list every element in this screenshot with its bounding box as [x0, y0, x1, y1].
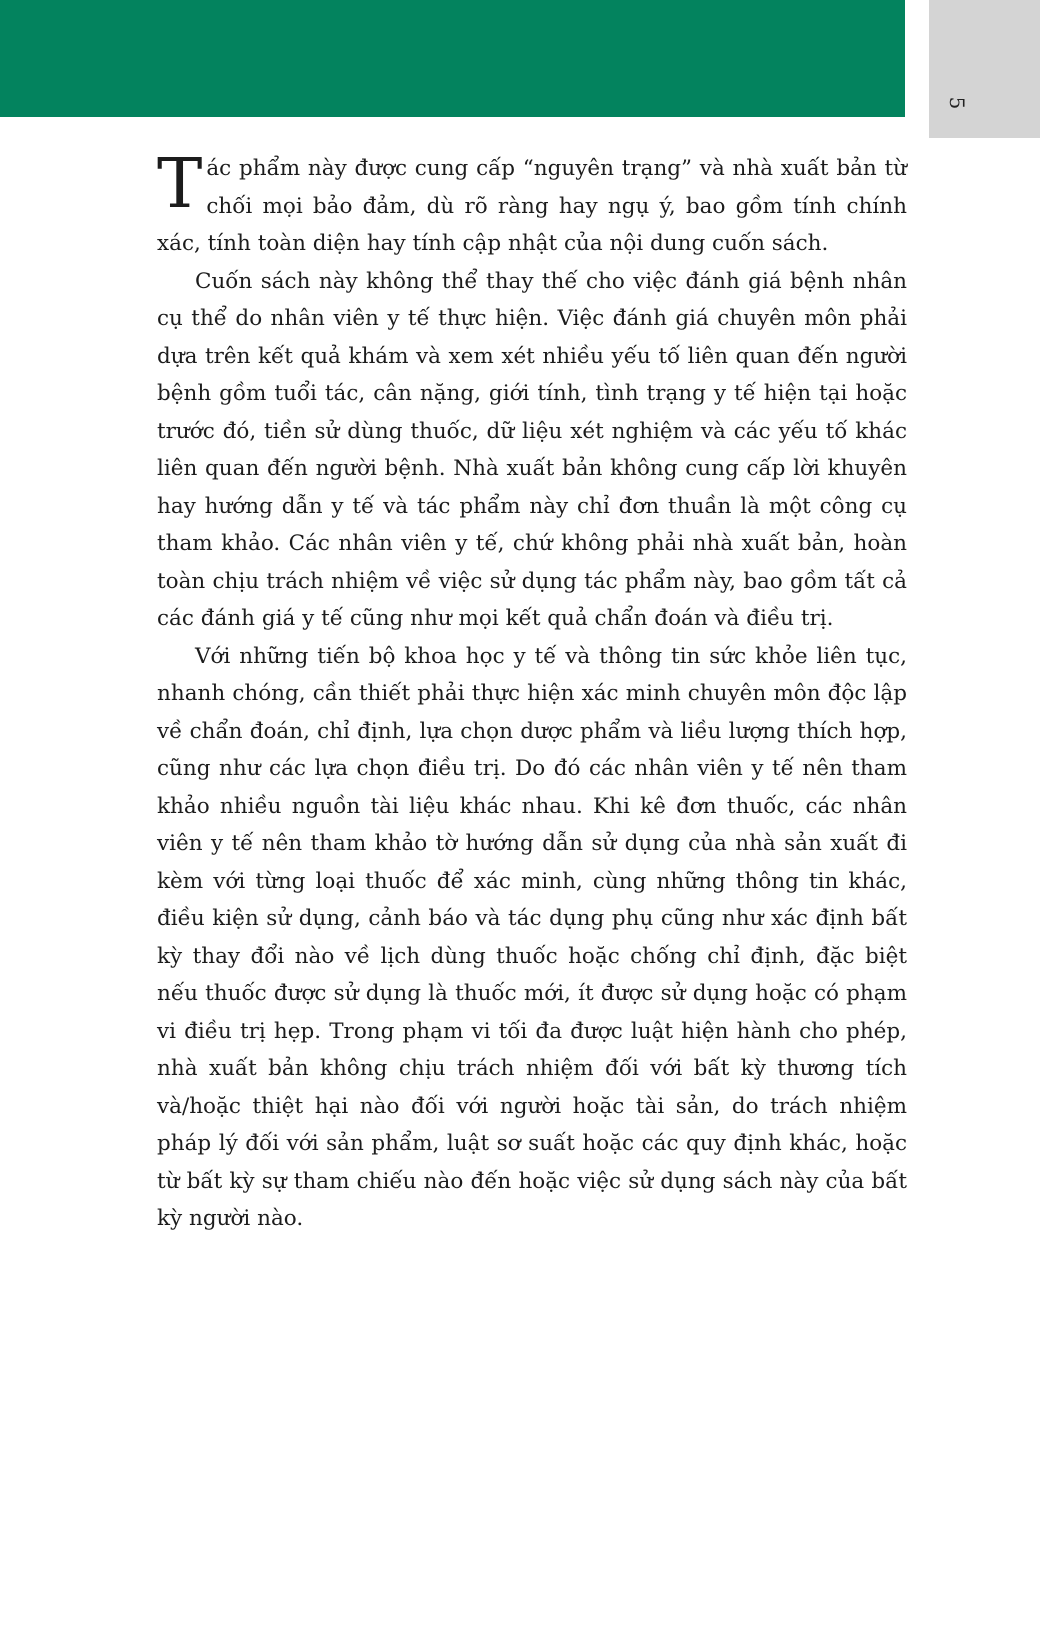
- paragraph-1-text: ác phẩm này được cung cấp “nguyên trạng” và nhà xuất bản từ chối mọi bảo đảm, dù rõ ràng hay ngụ ý, bao gồm tính chính xác, tính toàn diện hay tính cập nhật của nội dung cuốn sách.: [157, 156, 907, 256]
- paragraph-1: [157, 145, 907, 263]
- paragraph-2: Cuốn sách này không thể thay thế cho việc đánh giá bệnh nhân cụ thể do nhân viên y tế thực hiện. Việc đánh giá chuyên môn phải dựa trên kết quả khám và xem xét nhiều yếu tố liên quan đến người bệnh gồm tuổi tác, cân nặng, giới tính, tình trạng y tế hiện tại hoặc trước đó, tiền sử dùng thuốc, dữ liệu xét nghiệm và các yếu tố khác liên quan đến người bệnh. Nhà xuất bản không cung cấp lời khuyên hay hướng dẫn y tế và tác phẩm này chỉ đơn thuần là một công cụ tham khảo. Các nhân viên y tế, chứ không phải nhà xuất bản, hoàn toàn chịu trách nhiệm về việc sử dụng tác phẩm này, bao gồm tất cả các đánh giá y tế cũng như mọi kết quả chẩn đoán và điều trị.: [157, 268, 907, 631]
- drop-cap: T: [157, 145, 203, 224]
- paragraph-3: Với những tiến bộ khoa học y tế và thông tin sức khỏe liên tục, nhanh chóng, cần thiết phải thực hiện xác minh chuyên môn độc lập về chẩn đoán, chỉ định, lựa chọn dược phẩm và liều lượng thích hợp, cũng như các lựa chọn điều trị. Do đó các nhân viên y tế nên tham khảo nhiều nguồn tài liệu khác nhau. Khi kê đơn thuốc, các nhân viên y tế nên tham khảo tờ hướng dẫn sử dụng của nhà sản xuất đi kèm với từng loại thuốc để xác minh, cùng những thông tin khác, điều kiện sử dụng, cảnh báo và tác dụng phụ cũng như xác định bất kỳ thay đổi nào về lịch dùng thuốc hoặc chống chỉ định, đặc biệt nếu thuốc được sử dụng là thuốc mới, ít được sử dụng hoặc có phạm vi điều trị hẹp. Trong phạm vi tối đa được luật hiện hành cho phép, nhà xuất bản không chịu trách nhiệm đối với bất kỳ thương tích và/hoặc thiệt hại nào đối với người hoặc tài sản, do trách nhiệm pháp lý đối với sản phẩm, luật sơ suất hoặc các quy định khác, hoặc từ bất kỳ sự tham chiếu nào đến hoặc việc sử dụng sách này của bất kỳ người nào.: [157, 643, 907, 1231]
- page-number: 5: [945, 96, 969, 110]
- disclaimer-text: [157, 145, 907, 1238]
- header-band: [0, 0, 905, 117]
